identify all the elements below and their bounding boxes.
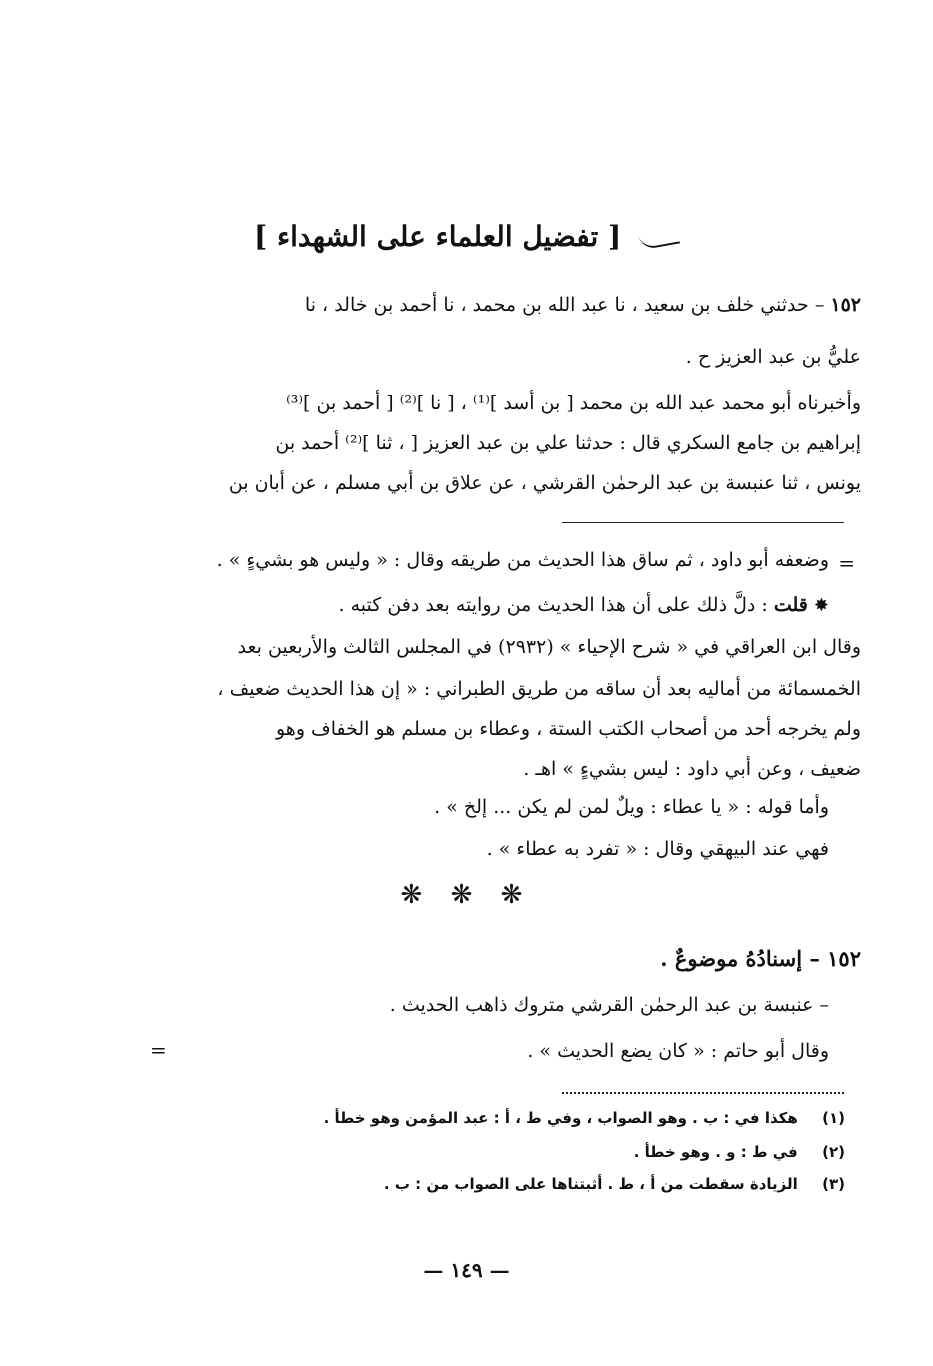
commentary-line-3: وقال ابن العراقي في « شرح الإحياء » (٢٩٣٢) في المجلس الثالث والأربعين بعد: [237, 636, 861, 658]
commentary-line-6: ضعيف ، وعن أبي داود : ليس بشيءٍ » اهـ .: [523, 758, 861, 780]
verdict-line-1: – عنبسة بن عبد الرحمٰن القرشي متروك ذاهب الحديث .: [389, 994, 829, 1016]
footnote-3: [384, 1172, 845, 1196]
commentary-text-2: : دلَّ ذلك على أن هذا الحديث من روايته بعد دفن كتبه .: [338, 594, 768, 616]
footnote-number: (٢): [822, 1143, 845, 1161]
hadith-line-5: يونس ، ثنا عنبسة بن عبد الرحمٰن القرشي ، عن علاق بن أبي مسلم ، عن أبان بن: [228, 472, 861, 494]
heading-bracket-close: ]: [253, 220, 277, 253]
footnote-number: (٣): [822, 1175, 845, 1193]
footnote-number: (١): [822, 1109, 845, 1127]
section-heading: [0, 212, 933, 262]
footnote-text: هكذا في : ب . وهو الصواب ، وفي ط ، أ : عبد المؤمن وهو خطأ .: [323, 1109, 798, 1127]
commentary-line-5: ولم يخرجه أحد من أصحاب الكتب الستة ، وعطاء بن مسلم هو الخفاف وهو: [275, 718, 861, 740]
commentary-line-1: وضعفه أبو داود ، ثم ساق هذا الحديث من طريقه وقال : « وليس هو بشيءٍ » .: [216, 549, 829, 571]
verdict-line-2: وقال أبو حاتم : « كان يضع الحديث » .: [527, 1040, 829, 1062]
heading-text: تفضيل العلماء على الشهداء: [276, 220, 599, 253]
entry-number: ١٥٢: [830, 294, 861, 316]
page-number: — ١٤٩ —: [423, 1258, 510, 1282]
verdict-number: ١٥٢: [827, 946, 861, 971]
heading-flourish-icon: [638, 227, 680, 250]
verdict-heading: [660, 944, 861, 974]
verdict-title: – إسنادُهُ موضوعٌ .: [660, 946, 820, 971]
continuation-mark-bottom: =: [150, 1038, 167, 1062]
hadith-line-2: عليُّ بن عبد العزيز ح .: [685, 346, 861, 368]
hadith-line-3: وأخبرناه أبو محمد عبد الله بن محمد [ بن أسد ]⁽¹⁾ ، [ نا ]⁽²⁾ [ أحمد بن ]⁽³⁾: [286, 392, 861, 414]
section-separator: ❋ ❋ ❋: [400, 880, 533, 910]
hadith-line-4: إبراهيم بن جامع السكري قال : حدثنا علي بن عبد العزيز [ ، ثنا ]⁽²⁾ أحمد بن: [275, 432, 861, 454]
commentary-line-7: وأما قوله : « يا عطاء : ويلٌ لمن لم يكن ... إلخ » .: [434, 796, 829, 818]
footnote-divider-dotted: [562, 1092, 844, 1094]
commentary-line-8: فهي عند البيهقي وقال : « تفرد به عطاء » .: [486, 838, 829, 860]
footnote-1: [324, 1106, 845, 1130]
continuation-mark-top: =: [838, 551, 855, 575]
footnote-text: الزيادة سقطت من أ ، ط . أثبتناها على الصواب من : ب .: [383, 1175, 798, 1193]
footnote-text: في ط : و . وهو خطأ .: [633, 1143, 798, 1161]
hadith-line-1: [305, 290, 861, 320]
footnote-2: [634, 1140, 845, 1164]
commentary-line-2: [339, 590, 830, 621]
hadith-text-1: – حدثني خلف بن سعيد ، نا عبد الله بن محمد ، نا أحمد بن خالد ، نا: [304, 294, 825, 316]
commentary-line-4: الخمسمائة من أماليه بعد أن ساقه من طريق الطبراني : « إن هذا الحديث ضعيف ،: [217, 678, 861, 700]
footnote-divider: [562, 522, 844, 523]
heading-bracket-open: [: [598, 220, 622, 253]
commentary-label: قلت: [773, 594, 808, 616]
eight-point-star-icon: ✸: [813, 595, 829, 616]
